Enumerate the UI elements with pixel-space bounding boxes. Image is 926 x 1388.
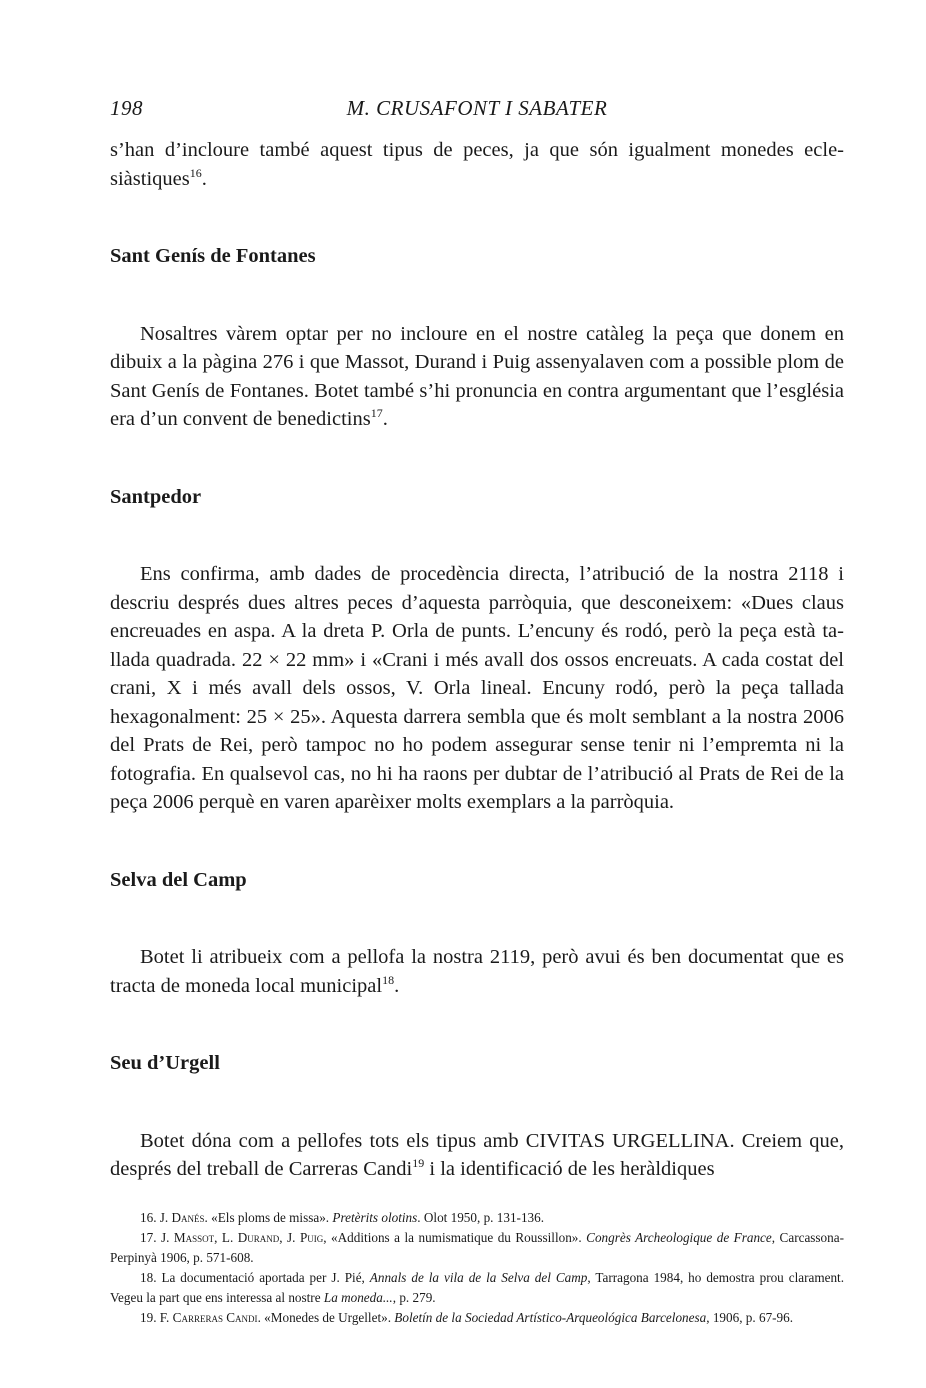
section-heading: Seu d’Urgell <box>110 1052 220 1074</box>
section-paragraph: Nosaltres vàrem optar per no incloure en el nostre catàleg la peça que donem en dibuix a la pàgina 276 i que Massot, Durand i Puig assenyalaven com a possible plom de Sant Genís de Fontanes. Botet també s’hi pronuncia en contra argumentant que l’església era d’un convent de benedictins$^{17}$. <box>110 322 844 430</box>
section-paragraph: Botet li atribueix com a pellofa la nostra 2119, però avui és ben documentat que es tracta de moneda local municipal$^{18}$. <box>110 946 844 997</box>
footnote: 16. J. Danés. «Els ploms de missa». Pretèrits olotins. Olot 1950, p. 131-136. <box>140 1209 545 1225</box>
section-paragraph: Ens confirma, amb dades de procedència directa, l’atribució de la nostra 2118 i descriu després dues altres peces d’aquesta parròquia, que desconeixem: «Dues claus encreuades en aspa. A la dreta P. Orla de punts. L’encuny és rodó, però la peça està tallada quadrada. 22 × 22 mm» i «Crani i més avall dos ossos encreuats. A cada costat del crani, X i més avall dels ossos, V. Orla lineal. Encuny rodó, però la peça tallada hexagonalment: 25 × 25». Aquesta darrera sembla que és molt semblant a la nostra 2006 del Prats de Rei, però tampoc no ho podem assegurar sense tenir ni l’empremta ni la fotografia. En qualsevol cas, no hi ha raons per dubtar de l’atribució al Prats de Rei de la peça 2006 perquè en varen aparèixer molts exemplars a la parròquia. <box>110 563 844 813</box>
intro-paragraph: s’han d’incloure també aquest tipus de peces, ja que són igualment monedes eclesiàstiques$^{16}$. <box>110 139 844 190</box>
footnotes <box>110 1208 844 1328</box>
running-author: M. CRUSAFONT I SABATER <box>346 96 608 120</box>
footnote-ref[interactable]: 17 <box>370 406 383 421</box>
footnote: 18. La documentació aportada per J. Pié, Annals de la vila de la Selva del Camp, Tarragona 1984, ho demostra prou clarament. Vegeu la part que ens interessa al nostre La moneda..., p. 279. <box>110 1269 844 1305</box>
section-heading: Santpedor <box>110 485 202 508</box>
footnote: 19. F. Carreras Candi. «Monedes de Urgellet». Boletín de la Sociedad Artístico-Arqueológica Barcelonesa, 1906, p. 67-96. <box>140 1309 794 1325</box>
footnote-ref[interactable]: 18 <box>382 972 395 987</box>
footnote: 17. J. Massot, L. Durand, J. Puig, «Additions a la numismatique du Roussillon». Congrès Archeologique de France, Carcassona-Perpinyà 1906, p. 571-608. <box>110 1229 844 1265</box>
section-paragraph: Botet dóna com a pellofes tots els tipus amb CIVITAS URGELLINA. Creiem que, després del treball de Carreras Candi$^{19}$ i la identificació de les heràldiques <box>110 1129 844 1180</box>
section-heading: Selva del Camp <box>110 868 247 891</box>
section-heading: Sant Genís de Fontanes <box>110 245 316 267</box>
footnote-ref[interactable]: 19 <box>412 1156 425 1171</box>
running-header <box>110 96 844 136</box>
footnote-ref[interactable]: 16 <box>189 165 202 180</box>
page <box>110 96 844 1328</box>
page-number: 198 <box>110 96 143 120</box>
